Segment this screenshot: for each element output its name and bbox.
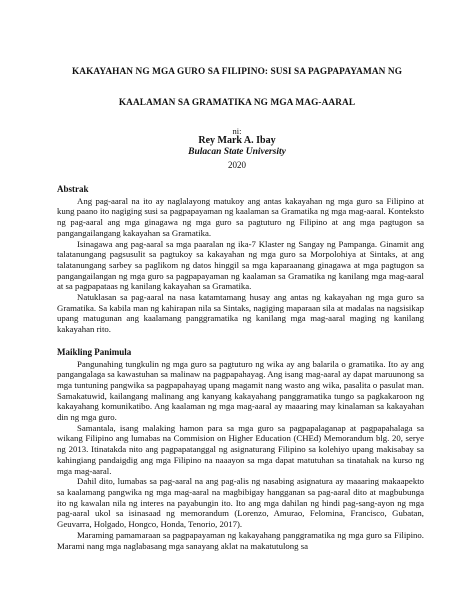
abstract-paragraph: Natuklasan sa pag-aaral na nasa katamtamang husay ang antas ng kakayahan ng mga guro sa Gramatika. Sa kabila man ng kahirapan nila sa Sintaks, nagiging maparaan sila at madalas na nagsisikap upang matugunan ang kaalamang panggramatika ng kanilang mga mag-aaral maging ng kanilang kakayahan rito. xyxy=(57,292,424,335)
author-name: Rey Mark A. Ibay xyxy=(198,135,276,146)
intro-paragraph: Samantala, isang malaking hamon para sa mga guro sa pagpapalaganap at pagpapahalaga sa wikang Filipino ang lumabas na Commision on Higher Education (CHEd) Memorandum blg. 20, serye ng 2013. Itinatakda nito ang pagpapatanggal ng asignaturang Filipino sa kolehiyo upang makisabay sa kahingiang pandaigdig ang mga Filipino na naaayon sa mga dapat matutuhan sa tinatahak na kurso ng mga mag-aaral. xyxy=(57,422,424,476)
paper-title-line-1: KAKAYAHAN NG MGA GURO SA FILIPINO: SUSI SA PAGPAPAYAMAN NG xyxy=(71,67,403,77)
intro-paragraph: Dahil dito, lumabas sa pag-aaral na ang pag-alis ng nasabing asignatura ay maaaring makaapekto sa kaalamang pangwika ng mga mag-aaral na magbibigay hangganan sa pag-aaral dito at magbubunga ito ng kawalan nila ng interes na payabungin ito. Ito ang mga dahilan ng hindi pag-sang-ayon ng mga pag-aaral ukol sa isinasaad ng memorandum (Lorenzo, Amurao, Felomina, Francisco, Gubatan, Geuvarra, Holgado, Hongco, Honda, Tenorio, 2017). xyxy=(57,476,424,530)
byline-prefix: ni: xyxy=(232,126,242,136)
paper-body xyxy=(57,184,424,551)
author-affiliation: Bulacan State University xyxy=(188,147,286,157)
intro-heading: Maikling Panimula xyxy=(57,346,132,357)
intro-paragraph: Pangunahing tungkulin ng mga guro sa pagtuturo ng wika ay ang balarila o gramatika. Ito ay ang pangangalaga sa kawastuhan sa malinaw na pagpapahayag. Ang isang mag-aaral ay dapat maruunong sa mga tuntuning pangwika sa pagpapahayag upang magamit nang wasto ang wika, pasalita o pasulat man. Samakatuwid, kailangang malinang ang kanyang kakayahang panggramatika tungo sa pagkakaroon ng kakayahang komunikatibo. Ang kaalaman ng mga mag-aaral ay maaaring may kinalaman sa kakayahan din ng mga guro. xyxy=(57,358,424,423)
paper-title-line-2: KAALAMAN SA GRAMATIKA NG MGA MAG-AARAL xyxy=(118,98,356,108)
intro-paragraph: Maraming pamamaraan sa pagpapayaman ng kakayahang panggramatika ng mga guro sa Filipino. Marami nang mga naglabasang mga sanayang aklat na makatutulong sa xyxy=(57,529,424,551)
abstract-paragraph: Isinagawa ang pag-aaral sa mga paaralan ng ika-7 Klaster ng Sangay ng Pampanga. Ginamit ang talatanungang pagsusulit sa pagtukoy sa kakayahan ng mga guro sa Morpolohiya at Sintaks, at ang talatanungang sarbey sa paglikom ng datos hinggil sa mga kaparaanang ginagawa at mga pagtugon sa pangangailangan ng mga guro sa pagpapayaman ng kaalaman sa Gramatika ng kanilang mga mag-aaral at sa pagpapataas ng kanilang kakayahan sa Gramatika. xyxy=(57,238,424,292)
abstract-heading: Abstrak xyxy=(57,184,89,194)
publication-year: 2020 xyxy=(228,160,246,170)
abstract-paragraph: Ang pag-aaral na ito ay naglalayong matukoy ang antas kakayahan ng mga guro sa Filipino at kung paano ito nagiging susi sa pagpapayaman ng kaalaman sa Gramatika ng mga mag-aaral. Konteksto ng pag-aaral ang mga ginagawa ng mga guro sa pagtuturo ng Filipino at ang mga pagtugon sa pangangailangang kakayahan sa Gramatika. xyxy=(57,195,424,238)
